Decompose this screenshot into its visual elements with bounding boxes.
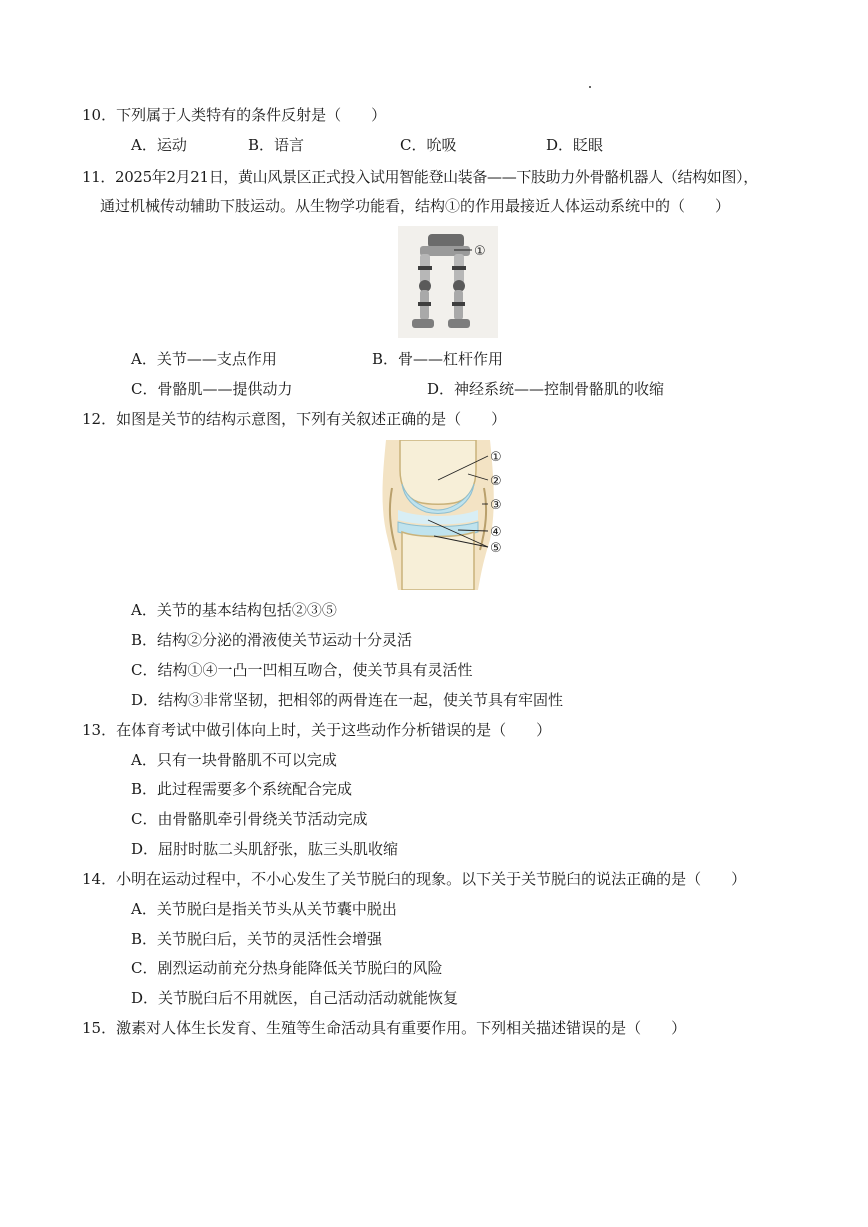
q11-option-d: D．神经系统——控制骨骼肌的收缩 xyxy=(427,380,665,398)
joint-label-2: ② xyxy=(490,474,502,489)
q10-option-c: C．吮吸 xyxy=(400,136,457,154)
q10-option-b: B．语言 xyxy=(248,136,305,154)
question-12-stem: 12．如图是关节的结构示意图，下列有关叙述正确的是（ ） xyxy=(82,410,507,428)
q14-option-b: B．关节脱臼后，关节的灵活性会增强 xyxy=(131,930,383,948)
question-15-stem: 15．激素对人体生长发育、生殖等生命活动具有重要作用。下列相关描述错误的是（ ） xyxy=(82,1019,687,1037)
joint-label-4: ④ xyxy=(490,525,502,540)
q13-option-d: D．屈肘时肱二头肌舒张，肱三头肌收缩 xyxy=(131,840,399,858)
joint-label-5: ⑤ xyxy=(490,541,502,556)
joint-label-1: ① xyxy=(490,450,502,465)
exoskeleton-figure xyxy=(398,226,498,338)
q10-option-a: A．运动 xyxy=(131,136,187,154)
question-14-stem: 14．小明在运动过程中，不小心发生了关节脱臼的现象。以下关于关节脱臼的说法正确的是（ ） xyxy=(82,870,747,888)
q12-option-c: C．结构①④一凸一凹相互吻合，使关节具有灵活性 xyxy=(131,661,473,679)
q10-option-d: D．眨眼 xyxy=(546,136,604,154)
q14-option-a: A．关节脱臼是指关节头从关节囊中脱出 xyxy=(131,900,397,918)
q12-option-a: A．关节的基本结构包括②③⑤ xyxy=(131,601,337,619)
q13-option-c: C．由骨骼肌牵引骨绕关节活动完成 xyxy=(131,810,368,828)
joint-diagram xyxy=(378,440,510,590)
q13-option-b: B．此过程需要多个系统配合完成 xyxy=(131,780,353,798)
exoskeleton-label-1: ① xyxy=(474,244,486,259)
question-10-stem: 10．下列属于人类特有的条件反射是（ ） xyxy=(82,106,387,124)
q14-option-d: D．关节脱臼后不用就医，自己活动活动就能恢复 xyxy=(131,989,459,1007)
q11-option-b: B．骨——杠杆作用 xyxy=(372,350,504,368)
question-11-stem-line1: 11．2025年2月21日，黄山风景区正式投入试用智能登山装备——下肢助力外骨骼机器人（结构如图）， xyxy=(82,168,758,186)
q13-option-a: A．只有一块骨骼肌不可以完成 xyxy=(131,751,337,769)
q12-option-b: B．结构②分泌的滑液使关节运动十分灵活 xyxy=(131,631,413,649)
q11-option-c: C．骨骼肌——提供动力 xyxy=(131,380,293,398)
page-mark xyxy=(589,86,591,88)
q12-option-d: D．结构③非常坚韧，把相邻的两骨连在一起，使关节具有牢固性 xyxy=(131,691,564,709)
question-11-stem-line2: 通过机械传动辅助下肢运动。从生物学功能看，结构①的作用最接近人体运动系统中的（ ） xyxy=(100,197,731,215)
q11-option-a: A．关节——支点作用 xyxy=(131,350,277,368)
joint-label-3: ③ xyxy=(490,498,502,513)
question-13-stem: 13．在体育考试中做引体向上时，关于这些动作分析错误的是（ ） xyxy=(82,721,552,739)
q14-option-c: C．剧烈运动前充分热身能降低关节脱臼的风险 xyxy=(131,959,443,977)
